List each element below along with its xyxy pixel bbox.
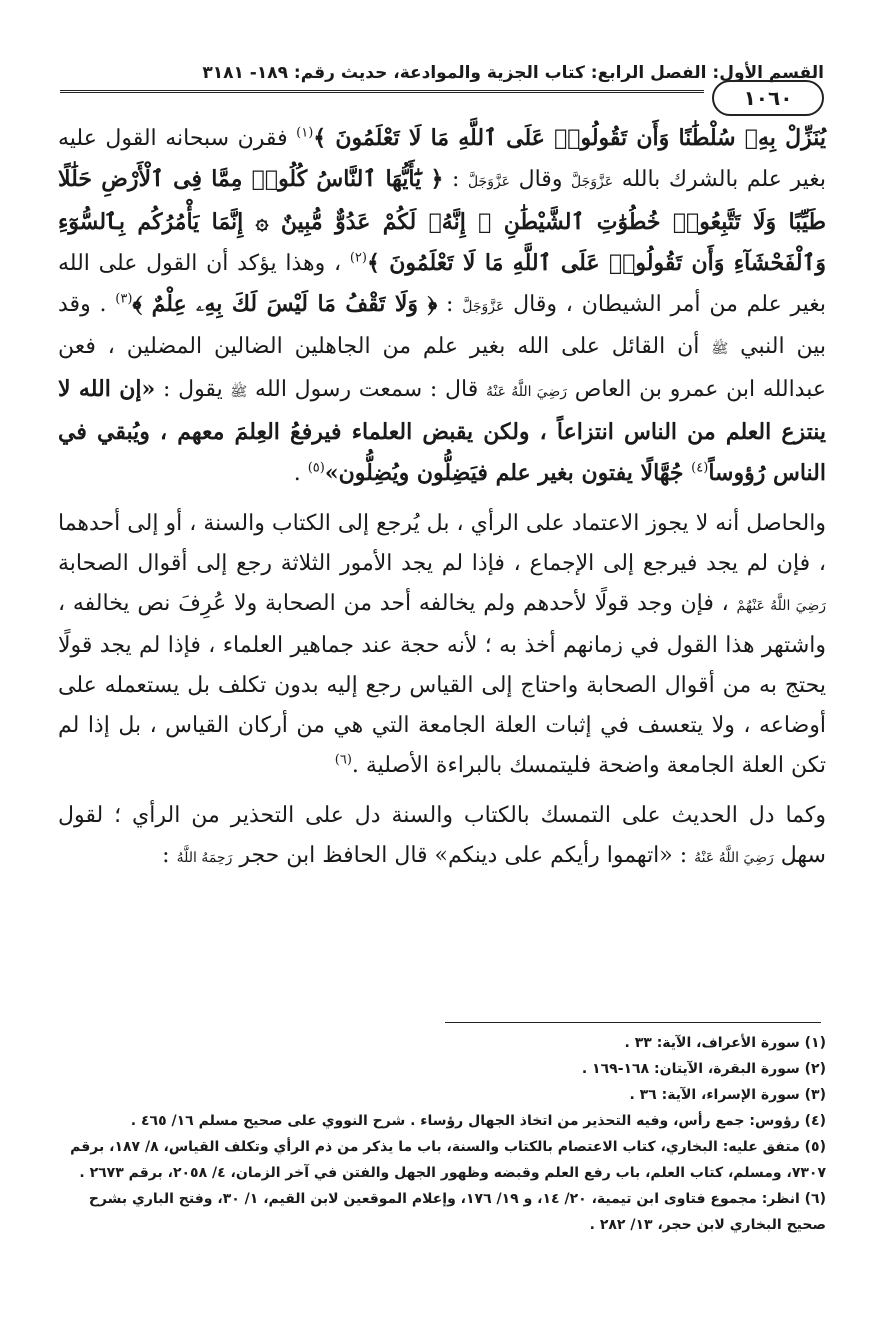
paragraph-2 bbox=[58, 504, 826, 786]
footnote-ref-5: (٥) bbox=[307, 460, 325, 476]
text-span: وقال bbox=[510, 167, 572, 192]
text-span: : bbox=[162, 843, 177, 868]
honorific: ﷺ bbox=[230, 384, 248, 400]
footnote-ref-2: (٢) bbox=[349, 250, 367, 266]
text-span: . bbox=[293, 461, 308, 486]
text-span: يقول : bbox=[155, 377, 231, 402]
text-span: فقرن سبحانه القول عليه بغير علم بالشرك بالله bbox=[58, 126, 826, 192]
footnote-ref-3: (٣) bbox=[115, 291, 133, 307]
quran-verse: ﴿ يَٰٓأَيُّهَا ٱلنَّاسُ كُلُوا۟ مِمَّا فِى ٱلْأَرْضِ حَلَٰلًا طَيِّبًا وَلَا تَتَّبِعُوا۟ خُطُوَٰتِ ٱلشَّيْطَٰنِ ۚ إِنَّهُۥ لَكُمْ عَدُوٌّ مُّبِينٌ ۞ إِنَّمَا يَأْمُرُكُم بِٱلسُّوٓءِ وَٱلْفَحْشَآءِ وَأَن تَقُولُوا۟ عَلَى ٱللَّهِ مَا لَا تَعْلَمُونَ ﴾ bbox=[58, 166, 826, 276]
text-span: وكما دل الحديث على التمسك بالكتاب والسنة دل على التحذير من الرأي ؛ لقول سهل bbox=[58, 803, 826, 868]
hadith-text: جُهَّالًا يفتون بغير علم فيَضِلُّون ويُضِلُّون» bbox=[324, 460, 692, 486]
page-number: ١٠٦٠ bbox=[712, 80, 824, 116]
honorific: رَضِيَ اللَّهُ عَنْهُ bbox=[694, 850, 774, 866]
text-span: والحاصل أنه لا يجوز الاعتماد على الرأي ، بل يُرجع إلى الكتاب والسنة ، أو إلى أحدهما ، فإن لم يجد فيرجع إلى الإجماع ، فإذا لم يجد الأمور الثلاثة رجع إلى أقوال الصحابة bbox=[58, 511, 826, 576]
footnote-ref-6: (٦) bbox=[334, 752, 352, 768]
header-rule bbox=[60, 90, 704, 93]
quran-verse: ﴿ وَلَا تَقْفُ مَا لَيْسَ لَكَ بِهِۦ عِلْمٌ ﴾ bbox=[132, 291, 438, 317]
footnote-item: (١) سورة الأعراف، الآية: ٣٣ . bbox=[624, 1035, 826, 1051]
hadith-text: «إن الله لا ينتزع العلم من الناس انتزاعاً ، ولكن يقبض العلماء فيرفعُ العِلمَ معهم ، ويُبقي في الناس رُؤوساً bbox=[58, 376, 826, 486]
text-span: . وقد بين النبي bbox=[58, 292, 826, 359]
footnote-ref-4: (٤) bbox=[691, 460, 709, 476]
text-span: : bbox=[443, 167, 468, 192]
main-text bbox=[58, 118, 826, 878]
footnote-item: (٤) رؤوس: جمع رأس، وفيه التحذير من اتخاذ الجهال رؤساء . شرح النووي على صحيح مسلم ١٦/ ٤٦٥ . bbox=[130, 1113, 826, 1129]
honorific: عَزَّوَجَلَّ bbox=[467, 174, 511, 190]
footnote-ref-1: (١) bbox=[296, 125, 314, 141]
paragraph-3 bbox=[58, 796, 826, 878]
honorific: رَضِيَ اللَّهُ عَنْهُمْ bbox=[736, 598, 826, 614]
footnotes bbox=[58, 1030, 826, 1238]
text-span: ، فإن وجد قولًا لأحدهم ولم يخالفه أحد من الصحابة ولا عُرِفَ نص يخالفه ، واشتهر هذا القول في زمانهم أخذ به ؛ لأنه حجة عند جماهير العلماء ، فإذا لم يجد قولًا يحتج به من أقوال الصحابة واحتاج إلى القياس رجع إليه بدون تكلف بل يستعمله على أوضاعه ، ولا يتعسف في إثبات العلة الجامعة التي هي من أركان القياس ، بل إذا لم تكن العلة الجامعة واضحة فليتمسك بالبراءة الأصلية . bbox=[58, 591, 826, 778]
footnote-item: (٣) سورة الإسراء، الآية: ٣٦ . bbox=[629, 1087, 826, 1103]
text-span: : «اتهموا رأيكم على دينكم» قال الحافظ ابن حجر bbox=[232, 843, 695, 868]
footnote-item: (٢) سورة البقرة، الآيتان: ١٦٨-١٦٩ . bbox=[581, 1061, 826, 1077]
footnote-item: (٦) انظر: مجموع فتاوى ابن تيمية، ٢٠/ ١٤، و ١٩/ ١٧٦، وإعلام الموقعين لابن القيم، ١/ ٣٠، وفتح الباري بشرح صحيح البخاري لابن حجر، ١٣/ ٢٨٢ . bbox=[88, 1191, 826, 1233]
honorific: ﷺ bbox=[711, 341, 729, 357]
paragraph-1 bbox=[58, 118, 826, 494]
text-span: : bbox=[437, 292, 463, 317]
honorific: عَزَّوَجَلَّ bbox=[462, 299, 505, 315]
text-span: أن القائل على الله بغير علم من الجاهلين الضالين المضلين ، فعن عبدالله ابن عمرو بن العاص bbox=[58, 334, 826, 402]
text-span: ، وهذا يؤكد أن القول على الله بغير علم من أمر الشيطان ، وقال bbox=[58, 251, 827, 317]
footnote-separator bbox=[445, 1022, 821, 1023]
text-span: قال : سمعت رسول الله bbox=[247, 377, 486, 402]
honorific: رَضِيَ اللَّهُ عَنْهُ bbox=[485, 384, 567, 400]
running-header: القسم الأول: الفصل الرابع: كتاب الجزية والموادعة، حديث رقم: ١٨٩- ٣١٨١ bbox=[202, 63, 824, 83]
honorific: رَحِمَهُ اللَّهُ bbox=[176, 850, 233, 866]
honorific: عَزَّوَجَلَّ bbox=[571, 174, 614, 190]
footnote-item: (٥) متفق عليه: البخاري، كتاب الاعتصام بالكتاب والسنة، باب ما يذكر من ذم الرأي وتكلف القياس، ٨/ ١٨٧، برقم ٧٣٠٧، ومسلم، كتاب العلم، باب رفع العلم وقبضه وظهور الجهل والفتن في آخر الزمان، ٤/ ٢٠٥٨، برقم ٢٦٧٣ . bbox=[70, 1139, 826, 1181]
quran-verse: يُنَزِّلْ بِهِۦ سُلْطَٰنًا وَأَن تَقُولُوا۟ عَلَى ٱللَّهِ مَا لَا تَعْلَمُونَ ﴾ bbox=[313, 125, 826, 151]
